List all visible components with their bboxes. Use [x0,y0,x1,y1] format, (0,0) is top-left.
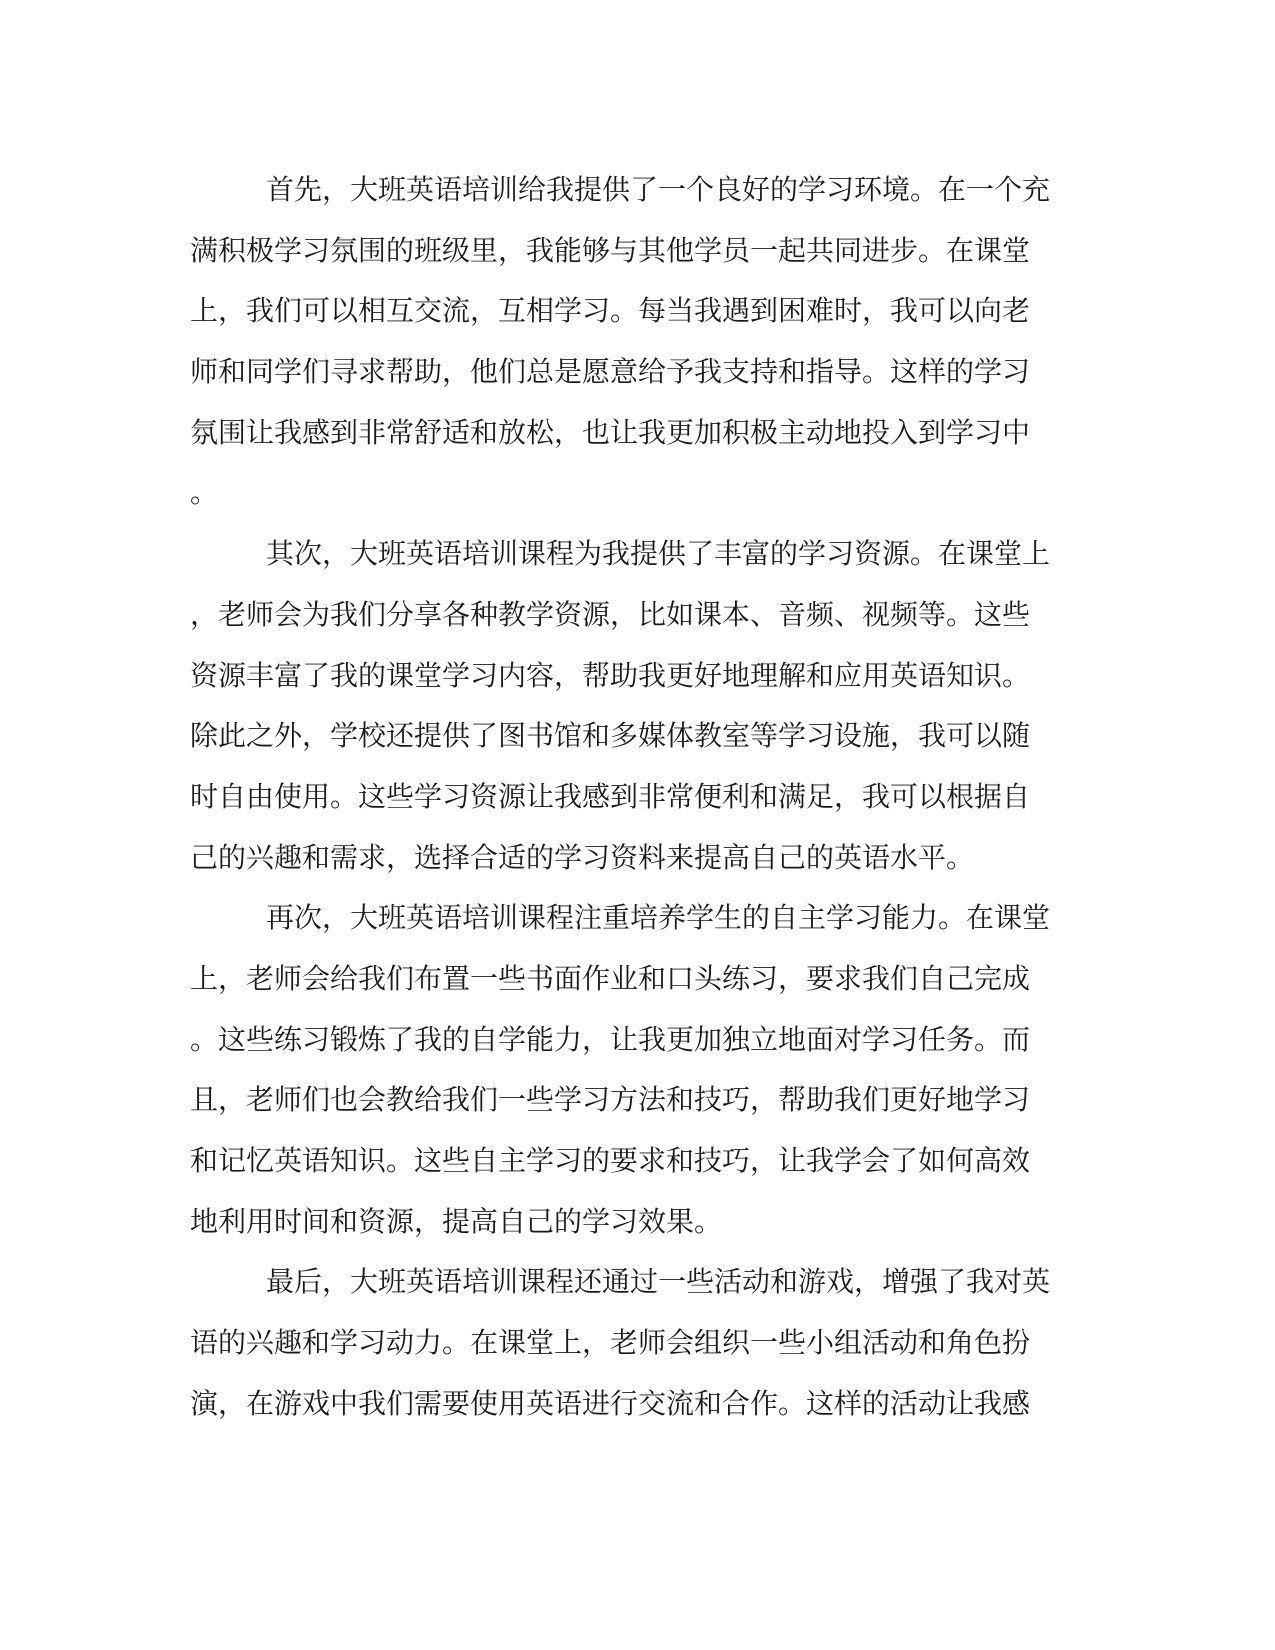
paragraph-1-line-6: 。 [190,476,219,510]
paragraph-2-line-3: 资源丰富了我的课堂学习内容，帮助我更好地理解和应用英语知识。 [190,658,1031,692]
paragraph-2-line-2: ，老师会为我们分享各种教学资源，比如课本、音频、视频等。这些 [190,597,1031,631]
paragraph-2-line-5: 时自由使用。这些学习资源让我感到非常便利和满足，我可以根据自 [190,779,1031,813]
paragraph-1-line-4: 师和同学们寻求帮助，他们总是愿意给予我支持和指导。这样的学习 [190,355,1031,389]
document-body [190,160,1085,1434]
paragraph-3-line-5: 和记忆英语知识。这些自主学习的要求和技巧，让我学会了如何高效 [190,1144,1031,1177]
paragraph-1-line-5: 氛围让我感到非常舒适和放松，也让我更加积极主动地投入到学习中 [190,415,1031,449]
paragraph-3-line-3: 。这些练习锻炼了我的自学能力，让我更加独立地面对学习任务。而 [190,1022,1031,1056]
paragraph-3-line-2: 上，老师会给我们布置一些书面作业和口头练习，要求我们自己完成 [190,961,1031,995]
paragraph-4-line-3: 演，在游戏中我们需要使用英语进行交流和合作。这样的活动让我感 [190,1386,1031,1420]
paragraph-1-line-2: 满积极学习氛围的班级里，我能够与其他学员一起共同进步。在课堂 [190,233,1031,267]
paragraph-4-line-2: 语的兴趣和学习动力。在课堂上，老师会组织一些小组活动和角色扮 [190,1326,1031,1360]
paragraph-2-line-6: 己的兴趣和需求，选择合适的学习资料来提高自己的英语水平。 [190,840,975,874]
paragraph-2-line-4: 除此之外，学校还提供了图书馆和多媒体教室等学习设施，我可以随 [190,719,1031,753]
paragraph-4-line-1: 最后，大班英语培训课程还通过一些活动和游戏，增强了我对英 [266,1265,1051,1299]
paragraph-3-line-6: 地利用时间和资源，提高自己的学习效果。 [190,1204,723,1238]
paragraph-1-line-3: 上，我们可以相互交流，互相学习。每当我遇到困难时，我可以向老 [190,294,1031,328]
paragraph-3-line-1: 再次，大班英语培训课程注重培养学生的自主学习能力。在课堂 [266,901,1051,935]
paragraph-1-line-1: 首先，大班英语培训给我提供了一个良好的学习环境。在一个充 [266,173,1051,206]
paragraph-2-line-1: 其次，大班英语培训课程为我提供了丰富的学习资源。在课堂上 [266,537,1051,571]
paragraph-3-line-4: 且，老师们也会教给我们一些学习方法和技巧，帮助我们更好地学习 [190,1083,1031,1117]
